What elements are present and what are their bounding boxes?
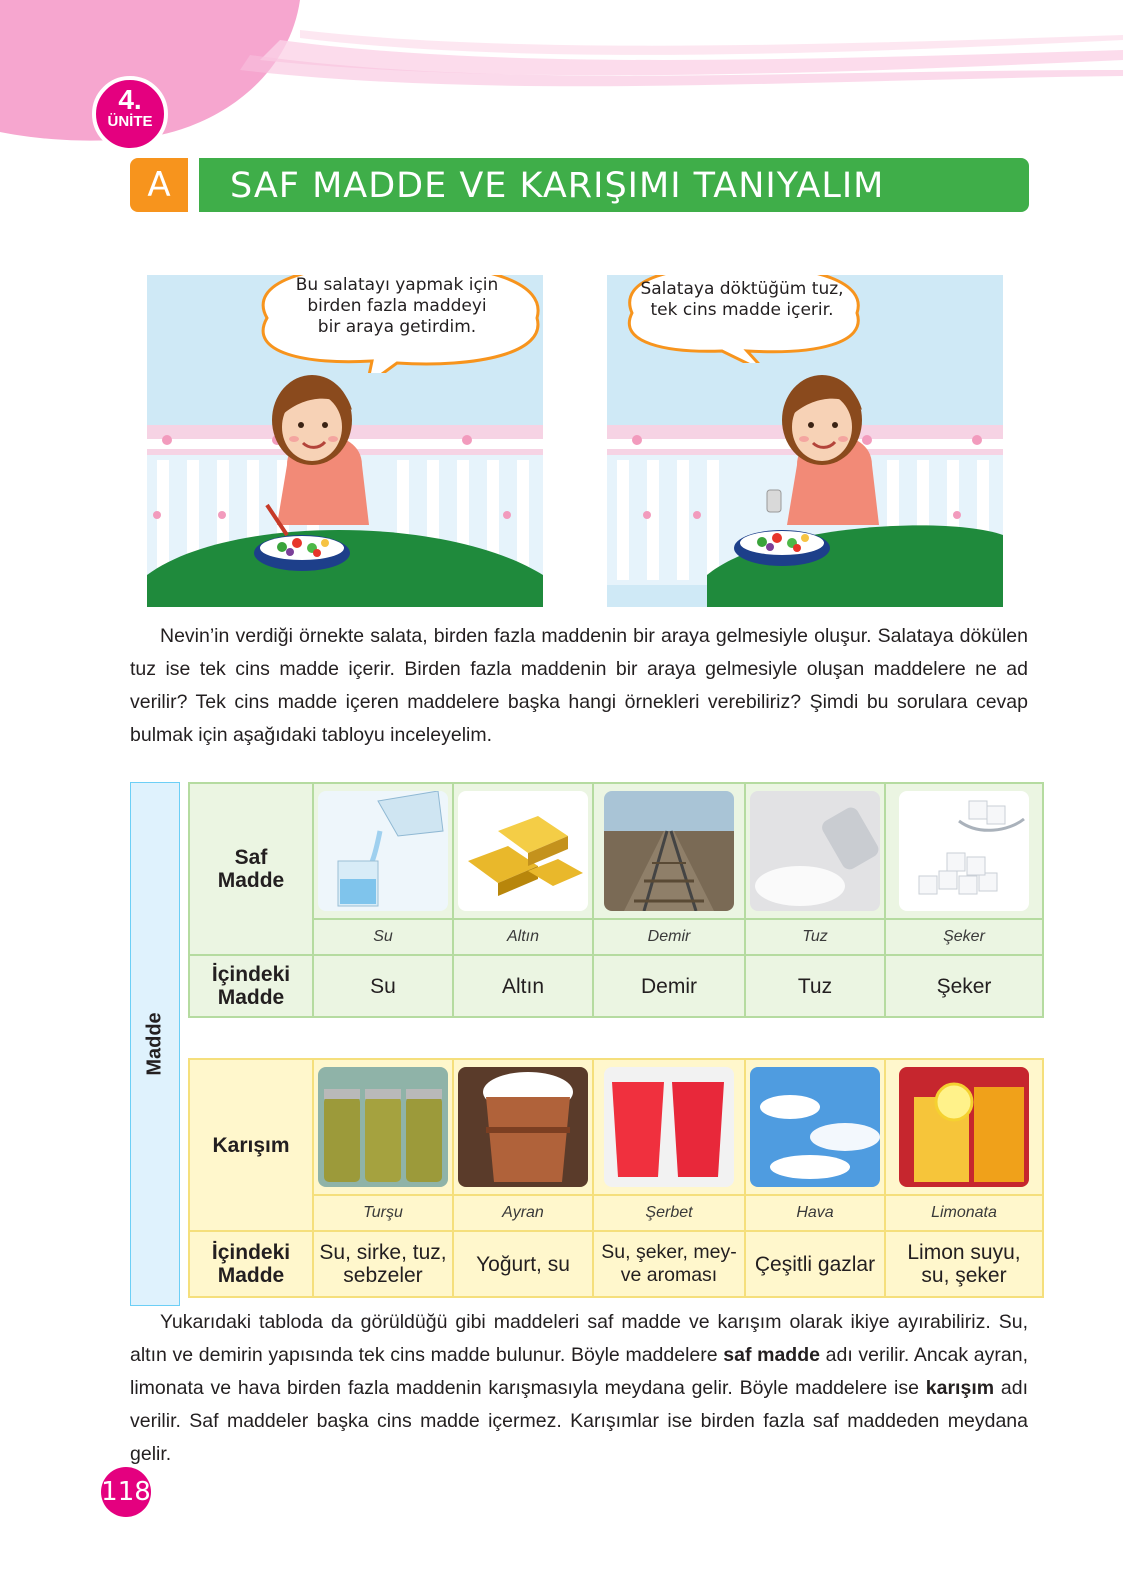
pickle-caption: Turşu <box>313 1195 453 1231</box>
term-karisim: karışım <box>925 1377 995 1399</box>
sherbet-glasses-icon <box>604 1067 734 1187</box>
intro-paragraph <box>130 620 1028 752</box>
water-pouring-icon <box>318 791 448 911</box>
ayran-cup-icon <box>458 1067 588 1187</box>
page-number: 118 <box>101 1467 151 1517</box>
pickle-jars-icon <box>318 1067 448 1187</box>
sherbet-image-cell <box>593 1059 745 1195</box>
pure-row-label-line-2: Madde <box>217 869 285 892</box>
section-letter: A <box>130 158 188 212</box>
pure-row-label <box>189 783 313 955</box>
lemonade-caption: Limonata <box>885 1195 1043 1231</box>
salt-content: Tuz <box>745 955 885 1017</box>
sherbet-content-line-1: Su, şeker, mey- <box>601 1241 737 1263</box>
iron-caption: Demir <box>593 919 745 955</box>
closing-text-part-1: Yukarıdaki tabloda da görüldüğü gibi maddeleri saf madde ve karışım olarak ikiye ayırabiliriz. Su, altın ve demirin yapısında tek cins madde bulunur. Böyle maddelere <box>130 1311 1028 1366</box>
left-bubble-line-3: bir araya getirdim. <box>317 317 477 337</box>
water-content: Su <box>313 955 453 1017</box>
sugar-cubes-icon <box>899 791 1029 911</box>
right-bubble-line-2: tek cins madde içerir. <box>650 300 834 320</box>
mixture-content-label-line-2: Madde <box>217 1264 285 1287</box>
section-title: SAF MADDE VE KARIŞIMI TANIYALIM <box>230 166 885 206</box>
gold-image-cell <box>453 783 593 919</box>
air-content: Çeşitli gazlar <box>745 1231 885 1297</box>
pickle-content-line-1: Su, sirke, tuz, <box>319 1241 447 1264</box>
right-bubble-line-1: Salataya döktüğüm tuz, <box>640 279 844 299</box>
pickle-content <box>313 1231 453 1297</box>
iron-content: Demir <box>593 955 745 1017</box>
salt-shaker-icon <box>750 791 880 911</box>
right-speech-bubble <box>627 279 857 321</box>
ayran-image-cell <box>453 1059 593 1195</box>
left-bubble-line-1: Bu salatayı yapmak için <box>295 275 499 295</box>
sherbet-content <box>593 1231 745 1297</box>
left-bubble-line-2: birden fazla maddeyi <box>307 296 487 316</box>
mixture-content-label-line-1: İçindeki <box>211 1241 291 1264</box>
term-saf-madde: saf madde <box>723 1344 820 1366</box>
closing-text <box>130 1306 1028 1471</box>
pure-substance-table <box>188 782 1044 1018</box>
lemonade-content-line-1: Limon suyu, <box>907 1241 1021 1264</box>
sherbet-content-line-2: ve aroması <box>620 1264 718 1286</box>
gold-content: Altın <box>453 955 593 1017</box>
mixture-content-label <box>189 1231 313 1297</box>
pure-row-label-line-1: Saf <box>234 846 268 869</box>
sugar-caption: Şeker <box>885 919 1043 955</box>
unit-number: 4. <box>118 84 142 115</box>
air-caption: Hava <box>745 1195 885 1231</box>
illustration-girl-making-salad <box>147 275 543 607</box>
illustration-girl-adding-salt <box>607 275 1003 607</box>
lemonade-image-cell <box>885 1059 1043 1195</box>
lemonade-content-line-2: su, şeker <box>921 1264 1007 1287</box>
water-image-cell <box>313 783 453 919</box>
pickle-image-cell <box>313 1059 453 1195</box>
mixture-table <box>188 1058 1044 1298</box>
closing-paragraph <box>130 1306 1028 1471</box>
sky-clouds-icon <box>750 1067 880 1187</box>
closing-text-part-2: adı verilir. Ancak ayran, limonata ve hava birden fazla maddenin karışmasıyla meydana gelir. Böyle maddelere ise <box>130 1344 1028 1399</box>
sugar-content: Şeker <box>885 955 1043 1017</box>
intro-text: Nevin’in verdiği örnekte salata, birden fazla maddenin bir araya gelmesiyle oluşur. Salataya dökülen tuz ise tek cins madde içerir. Birden fazla maddenin bir araya gelmesiyle oluşan maddelere ne ad verilir? Tek cins madde içeren maddelere başka hangi örnekleri verebiliriz? Şimdi bu sorulara cevap bulmak için aşağıdaki tabloyu inceleyelim. <box>130 625 1028 746</box>
left-speech-bubble <box>277 275 517 338</box>
salt-caption: Tuz <box>745 919 885 955</box>
air-image-cell <box>745 1059 885 1195</box>
ayran-caption: Ayran <box>453 1195 593 1231</box>
mixture-row-label: Karışım <box>189 1059 313 1231</box>
railway-track-icon <box>604 791 734 911</box>
madde-side-label: Madde <box>143 1012 166 1076</box>
unit-badge <box>92 76 168 152</box>
iron-image-cell <box>593 783 745 919</box>
pure-content-label-line-2: Madde <box>217 986 285 1009</box>
pure-content-label-line-1: İçindeki <box>211 963 291 986</box>
sherbet-caption: Şerbet <box>593 1195 745 1231</box>
lemonade-content <box>885 1231 1043 1297</box>
closing-text-part-3: adı verilir. Saf maddeler başka cins madde içermez. Karışımlar ise birden fazla saf maddeden meydana gelir. <box>130 1377 1028 1465</box>
salt-image-cell <box>745 783 885 919</box>
gold-bars-icon <box>458 791 588 911</box>
sugar-image-cell <box>885 783 1043 919</box>
ayran-content: Yoğurt, su <box>453 1231 593 1297</box>
gold-caption: Altın <box>453 919 593 955</box>
header-wave-decoration <box>0 0 1123 160</box>
water-caption: Su <box>313 919 453 955</box>
lemonade-icon <box>899 1067 1029 1187</box>
pure-content-label <box>189 955 313 1017</box>
pickle-content-line-2: sebzeler <box>343 1264 423 1287</box>
unit-word: ÜNİTE <box>107 113 153 130</box>
